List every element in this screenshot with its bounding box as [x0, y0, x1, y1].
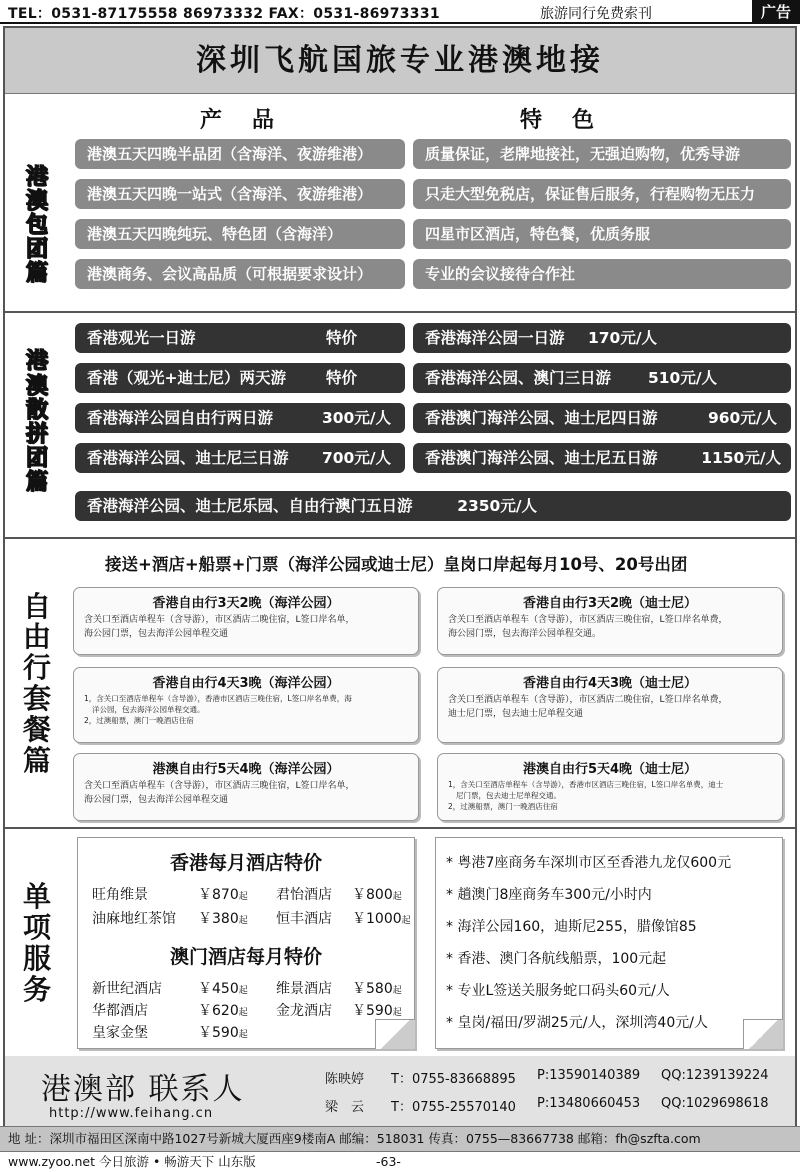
tour-item: 香港澳门海洋公园、迪士尼五日游 1150元/人: [413, 443, 791, 473]
contact-qq: QQ:1029698618: [661, 1096, 769, 1111]
top-bar: [0, 0, 800, 24]
product-item: 港澳五天四晚半品团（含海洋、夜游维港）: [75, 139, 405, 169]
contact-band: [5, 1056, 795, 1126]
package-header: 接送+酒店+船票+门票（海洋公园或迪士尼）皇岗口岸起每月10号、20号出团: [105, 555, 688, 574]
contact-phone: P:13480660453: [537, 1096, 641, 1111]
services-note: [435, 837, 783, 1049]
hotel-name: 旺角维景: [92, 887, 148, 903]
address-bar: 地 址：深圳市福田区深南中路1027号新城大厦西座9楼南A 邮编：518031 传真：0755—83667738 邮箱：fh@szfta.com: [0, 1126, 800, 1152]
hotel-name: 维景酒店: [276, 981, 332, 997]
hotel-name: 金龙酒店: [276, 1003, 332, 1019]
product-item: 港澳商务、会议高品质（可根据要求设计）: [75, 259, 405, 289]
tour-item: 香港海洋公园、迪士尼三日游 700元/人: [75, 443, 405, 473]
hotel-price: ￥450起: [198, 981, 248, 997]
hotel-name: 恒丰酒店: [276, 911, 332, 927]
service-item: * 海洋公园160，迪斯尼255，腊像馆85: [446, 919, 697, 935]
contact-title: 港澳部 联系人: [41, 1072, 245, 1107]
hotel-price: ￥1000起: [352, 911, 411, 927]
section-label: 港 澳 包 团 篇: [25, 164, 48, 287]
header-tagline: 旅游同行免费索刊: [540, 6, 652, 22]
hotel-name: 皇家金堡: [92, 1025, 148, 1041]
product-item: 港澳五天四晚纯玩、特色团（含海洋）: [75, 219, 405, 249]
tour-item: 香港（观光+迪士尼）两天游 特价: [75, 363, 405, 393]
page-footer: [0, 1152, 800, 1172]
service-item: * 皇岗/福田/罗湖25元/人，深圳湾40元/人: [446, 1015, 708, 1031]
advert-frame: [3, 26, 797, 1126]
contact-name: 梁 云: [325, 1100, 365, 1115]
contact-tel: T：0755-83668895: [391, 1072, 516, 1087]
hotel-name: 新世纪酒店: [92, 981, 162, 997]
feature-item: 专业的会议接待合作社: [413, 259, 791, 289]
package-card: 香港自由行3天2晚（迪士尼） 含关口至酒店单程车（含导游），市区酒店三晚住宿，L签口岸名单费， 海公园门票，包去海洋公园单程交通。: [437, 587, 783, 655]
hotel-price: ￥590起: [198, 1025, 248, 1041]
package-card: 港澳自由行5天4晚（迪士尼） 1，含关口至酒店单程车（含导游），香港市区酒店三晚住宿，L签口岸名单费，迪士 尼门票，包去迪士尼单程交通。 2，过澳船票，澳门一晚酒店住宿: [437, 753, 783, 821]
section-label: 港 澳 散 拼 团 篇: [25, 349, 48, 496]
page-curl-icon: [375, 1019, 415, 1049]
feature-item: 四星市区酒店，特色餐，优质务服: [413, 219, 791, 249]
hotel-price: ￥800起: [352, 887, 402, 903]
section-label: 单 项 服 务: [22, 880, 51, 1006]
product-item: 港澳五天四晚一站式（含海洋、夜游维港）: [75, 179, 405, 209]
tour-item-wide: 香港海洋公园、迪士尼乐园、自由行澳门五日游 2350元/人: [75, 491, 791, 521]
section-label: 自 由 行 套 餐 篇: [22, 589, 51, 777]
website-link[interactable]: http://www.feihang.cn: [49, 1106, 214, 1121]
hk-hotel-title: 香港每月酒店特价: [169, 852, 322, 874]
page-title: 深圳飞航国旅专业港澳地接: [5, 28, 795, 94]
tour-item: 香港海洋公园一日游 170元/人: [413, 323, 791, 353]
service-item: * 趟澳门8座商务车300元/小时内: [446, 887, 652, 903]
package-card: 香港自由行3天2晚（海洋公园） 含关口至酒店单程车（含导游），市区酒店二晚住宿，L签口岸名单， 海公园门票，包去海洋公园单程交通: [73, 587, 419, 655]
mo-hotel-title: 澳门酒店每月特价: [169, 946, 322, 968]
feature-header: 特色: [520, 108, 625, 133]
package-card: 香港自由行4天3晚（迪士尼） 含关口至酒店单程车（含导游），市区酒店二晚住宿，L签口岸名单费， 迪士尼门票，包去迪士尼单程交通: [437, 667, 783, 743]
footer-publication: www.zyoo.net 今日旅游 • 畅游天下 山东版: [8, 1154, 256, 1169]
section-free-packages: [5, 539, 795, 829]
hotel-name: 君怡酒店: [276, 887, 332, 903]
package-card: 港澳自由行5天4晚（海洋公园） 含关口至酒店单程车（含导游），市区酒店三晚住宿，L签口岸名单， 海公园门票，包去海洋公园单程交通: [73, 753, 419, 821]
section-join-tours: [5, 313, 795, 539]
section-group-tours: [5, 95, 795, 313]
tour-item: 香港澳门海洋公园、迪士尼四日游 960元/人: [413, 403, 791, 433]
hotel-specials-note: [77, 837, 415, 1049]
hotel-price: ￥590起: [352, 1003, 402, 1019]
service-item: * 专业L签送关服务蛇口码头60元/人: [446, 983, 670, 999]
product-header: 产品: [200, 108, 305, 133]
page-number: -63-: [376, 1154, 401, 1169]
contact-phone: P:13590140389: [537, 1068, 641, 1083]
contact-qq: QQ:1239139224: [661, 1068, 769, 1083]
feature-item: 只走大型免税店，保证售后服务，行程购物无压力: [413, 179, 791, 209]
page-curl-icon: [743, 1019, 783, 1049]
contact-name: 陈映婷: [325, 1072, 365, 1087]
hotel-name: 油麻地红茶馆: [92, 911, 176, 927]
ad-label: 广告: [752, 0, 800, 24]
hotel-price: ￥620起: [198, 1003, 248, 1019]
header-contact: TEL：0531-87175558 86973332 FAX：0531-86973331: [8, 6, 440, 22]
service-item: * 香港、澳门各航线船票，100元起: [446, 951, 667, 967]
hotel-price: ￥580起: [352, 981, 402, 997]
feature-item: 质量保证，老牌地接社，无强迫购物，优秀导游: [413, 139, 791, 169]
section-single-services: [5, 829, 795, 1056]
hotel-price: ￥380起: [198, 911, 248, 927]
hotel-name: 华都酒店: [92, 1003, 148, 1019]
tour-item: 香港海洋公园、澳门三日游 510元/人: [413, 363, 791, 393]
tour-item: 香港海洋公园自由行两日游 300元/人: [75, 403, 405, 433]
contact-tel: T：0755-25570140: [391, 1100, 516, 1115]
service-item: * 粤港7座商务车深圳市区至香港九龙仅600元: [446, 855, 732, 871]
package-card: 香港自由行4天3晚（海洋公园） 1，含关口至酒店单程车（含导游），香港市区酒店三晚住宿，L签口岸名单费，海 洋公园，包去海洋公园单程交通。 2，过澳船票，澳门一晚酒店住宿: [73, 667, 419, 743]
tour-item: 香港观光一日游 特价: [75, 323, 405, 353]
hotel-price: ￥870起: [198, 887, 248, 903]
